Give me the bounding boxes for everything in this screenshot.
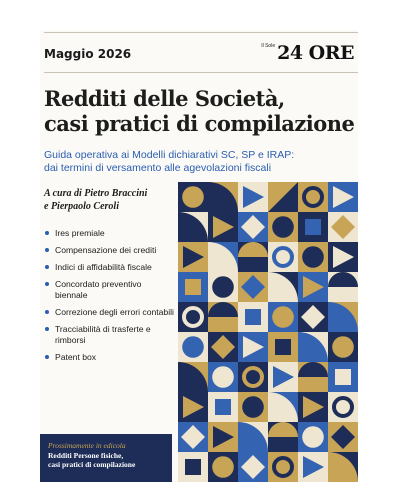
pattern-tile (178, 182, 208, 212)
pattern-tile (178, 272, 208, 302)
list-item (44, 307, 174, 318)
pattern-shape (272, 306, 294, 328)
pattern-tile (208, 242, 238, 272)
title-line-2: casi pratici di compilazione (44, 111, 355, 136)
pattern-shape (272, 216, 294, 238)
pattern-tile (178, 452, 208, 482)
pattern-tile (238, 182, 268, 212)
list-item (44, 324, 174, 346)
topic-text: Patent box (55, 352, 97, 362)
pattern-tile (268, 302, 298, 332)
list-item (44, 352, 174, 363)
bullet-icon (45, 355, 49, 359)
book-subtitle (44, 149, 344, 175)
pattern-tile (208, 182, 238, 212)
pattern-tile (178, 302, 208, 332)
book-title (44, 86, 362, 136)
pattern-shape (182, 336, 204, 358)
pattern-tile (298, 422, 328, 452)
topic-text: Concordato preventivo biennale (55, 279, 142, 300)
pattern-tile (268, 212, 298, 242)
pattern-tile (178, 212, 208, 242)
header-rule (44, 72, 358, 73)
pattern-tile (208, 392, 238, 422)
promo-line-1: Redditi Persone fisiche, (48, 451, 124, 460)
pattern-tile (328, 392, 358, 422)
topic-text: Correzione degli errori contabili (55, 307, 174, 317)
pattern-tile (208, 422, 238, 452)
pattern-tile (328, 452, 358, 482)
logo-main-text: 24 ORE (277, 42, 354, 64)
pattern-tile (328, 332, 358, 362)
topic-text: Indici di affidabilità fiscale (55, 262, 152, 272)
authors (44, 187, 147, 213)
pattern-tile (238, 272, 268, 302)
pattern-tile (178, 422, 208, 452)
pattern-tile (298, 182, 328, 212)
pattern-tile (238, 212, 268, 242)
authors-line-1: A cura di Pietro Braccini (44, 188, 148, 199)
pattern-tile (328, 362, 358, 392)
pattern-tile (178, 242, 208, 272)
book-cover (40, 30, 358, 482)
pattern-tile (328, 422, 358, 452)
list-item (44, 245, 174, 256)
geometric-artwork (178, 182, 358, 482)
pattern-tile (328, 212, 358, 242)
topic-text: Compensazione dei crediti (55, 245, 157, 255)
pattern-tile (238, 392, 268, 422)
list-item (44, 279, 174, 301)
pattern-tile (178, 392, 208, 422)
publisher-logo (261, 41, 354, 63)
pattern-shape (212, 276, 234, 298)
pattern-shape (302, 246, 324, 268)
pattern-tile (238, 452, 268, 482)
pattern-shape (215, 399, 231, 415)
pattern-tile (268, 332, 298, 362)
pattern-shape (182, 186, 204, 208)
pattern-tile (238, 422, 268, 452)
pattern-tile (238, 362, 268, 392)
pattern-tile (208, 212, 238, 242)
pattern-tile (208, 332, 238, 362)
pattern-tile (208, 302, 238, 332)
pattern-tile (268, 392, 298, 422)
bullet-icon (45, 327, 49, 331)
pattern-tile (238, 242, 268, 272)
promo-line-2: casi pratici di compilazione (48, 460, 136, 469)
pattern-tile (298, 362, 328, 392)
topic-text: Ires premiale (55, 228, 105, 238)
pattern-shape (335, 369, 351, 385)
topic-text: Tracciabilità di trasferte e rimborsi (55, 324, 151, 345)
pattern-shape (275, 339, 291, 355)
pattern-shape (305, 219, 321, 235)
promo-label: Prossimamente in edicola (48, 441, 126, 450)
top-rule (44, 32, 358, 33)
pattern-shape (212, 456, 234, 478)
pattern-tile (268, 242, 298, 272)
pattern-tile (208, 452, 238, 482)
pattern-tile (298, 452, 328, 482)
pattern-shape (242, 396, 264, 418)
pattern-tile (268, 452, 298, 482)
subtitle-line-2: dai termini di versamento alle agevolazioni fiscali (44, 162, 272, 174)
title-line-1: Redditi delle Società, (44, 86, 285, 111)
issue-date: Maggio 2026 (44, 47, 132, 61)
bullet-icon (45, 248, 49, 252)
authors-line-2: e Pierpaolo Ceroli (44, 201, 119, 212)
pattern-tile (268, 272, 298, 302)
pattern-tile (298, 302, 328, 332)
list-item (44, 262, 174, 273)
pattern-tile (238, 332, 268, 362)
pattern-shape (245, 309, 261, 325)
pattern-tile (238, 302, 268, 332)
pattern-tile (178, 362, 208, 392)
pattern-tile (208, 362, 238, 392)
pattern-tile (298, 242, 328, 272)
topics-list (44, 228, 174, 369)
pattern-shape (185, 459, 201, 475)
bullet-icon (45, 310, 49, 314)
pattern-tile (328, 242, 358, 272)
bullet-icon (45, 282, 49, 286)
pattern-tile (268, 422, 298, 452)
pattern-tile (298, 212, 328, 242)
pattern-shape (332, 336, 354, 358)
promo-box (40, 434, 172, 482)
pattern-tile (298, 332, 328, 362)
pattern-tile (268, 182, 298, 212)
bullet-icon (45, 265, 49, 269)
pattern-shape (302, 426, 324, 448)
pattern-tile (208, 272, 238, 302)
bullet-icon (45, 231, 49, 235)
pattern-tile (328, 272, 358, 302)
pattern-shape (212, 366, 234, 388)
subtitle-line-1: Guida operativa ai Modelli dichiarativi SC, SP e IRAP: (44, 149, 295, 161)
pattern-tile (328, 182, 358, 212)
promo-title (48, 451, 168, 469)
pattern-tile (298, 392, 328, 422)
pattern-tile (268, 362, 298, 392)
pattern-tile (178, 332, 208, 362)
pattern-shape (185, 279, 201, 295)
pattern-tile (298, 272, 328, 302)
pattern-tile (328, 302, 358, 332)
logo-small-text: Il Sole (261, 43, 276, 49)
list-item (44, 228, 174, 239)
